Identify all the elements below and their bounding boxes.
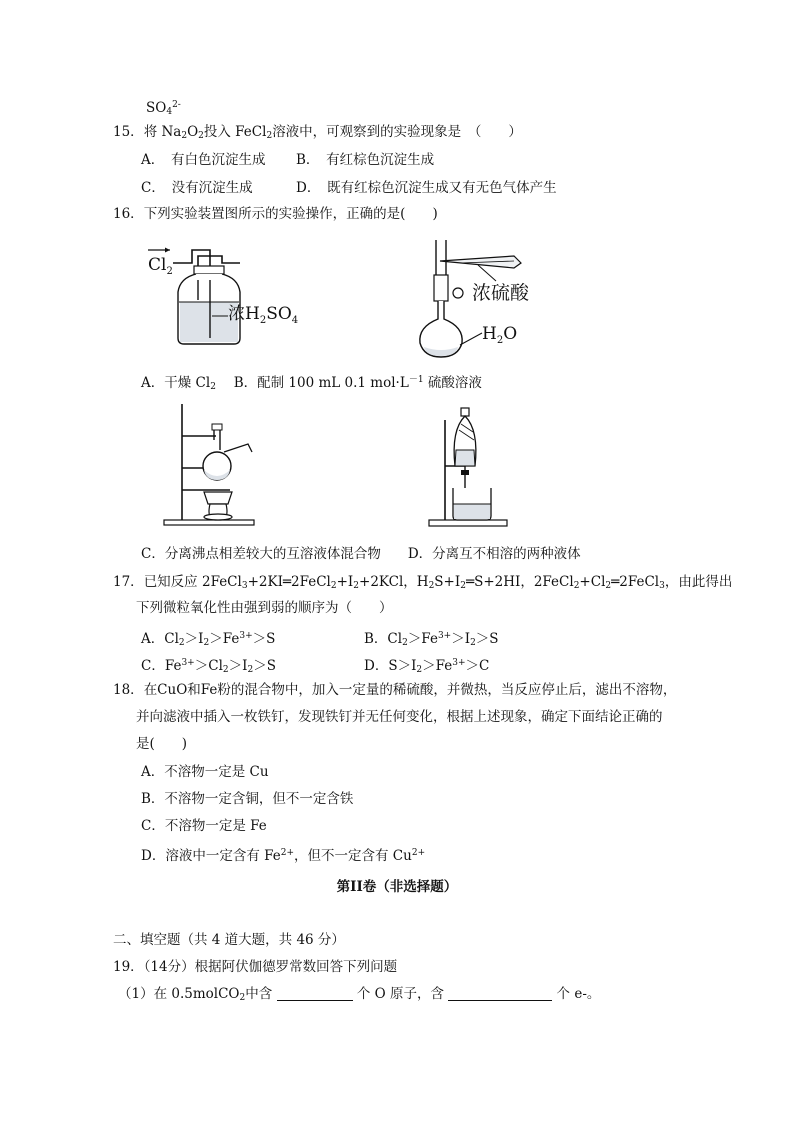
fig-b-water-label: $H_2O$ bbox=[482, 324, 518, 346]
q15-option-d: D． 既有红棕色沉淀生成又有无色气体产生 bbox=[296, 180, 557, 196]
figure-distillation-apparatus bbox=[160, 400, 280, 528]
question-17-stem-line2: 下列微粒氧化性由强到弱的顺序为（ ） bbox=[136, 600, 393, 616]
question-15-stem: 15．将 $Na_2O_2$投入 FeCl$_2$溶液中，可观察到的实验现象是 （ ） bbox=[113, 124, 522, 141]
figure-volumetric-flask bbox=[400, 235, 580, 360]
answer-blank-o-atoms[interactable] bbox=[277, 986, 353, 1001]
figure-gas-washing-bottle bbox=[140, 240, 320, 350]
q17-option-b: B．$Cl_2>Fe^{3+}>I_2>S$ bbox=[364, 631, 499, 648]
q15-option-b: B． 有红棕色沉淀生成 bbox=[296, 152, 435, 168]
figure-separatory-funnel bbox=[425, 400, 535, 528]
answer-blank-electrons[interactable] bbox=[448, 986, 552, 1001]
q16-caption-ab: A．干燥 $Cl_2$ B．配制 100 mL 0.1 $mol\cdot L^{-1}$ 硫酸溶液 bbox=[141, 375, 482, 392]
fig-a-liquid-label: 浓$H_2SO_4$ bbox=[228, 304, 299, 326]
q16-caption-cd: C．分离沸点相差较大的互溶液体混合物 D．分离互不相溶的两种液体 bbox=[141, 546, 581, 562]
q17-option-d: D．$S>I_2>Fe^{3+}>C$ bbox=[364, 658, 490, 675]
q15-option-a: A． 有白色沉淀生成 bbox=[141, 152, 266, 168]
part-two-title: 第II卷（非选择题） bbox=[336, 879, 458, 895]
question-19-sub1: （1）在 0.5molCO$_2$中含 个 O 原子，含 个 e-。 bbox=[118, 986, 601, 1003]
prev-answer-fragment: $SO_4^{2-}$ bbox=[146, 100, 181, 117]
q18-option-a: A．不溶物一定是 Cu bbox=[141, 764, 269, 780]
q18-option-b: B．不溶物一定含铜，但不一定含铁 bbox=[141, 791, 354, 807]
question-18-stem-line2: 并向滤液中插入一枚铁钉，发现铁钉并无任何变化，根据上述现象，确定下面结论正确的 bbox=[136, 709, 663, 725]
question-18-stem-line1: 18．在CuO和Fe粉的混合物中，加入一定量的稀硫酸，并微热，当反应停止后，滤出不溶物， bbox=[113, 682, 677, 698]
question-19-stem: 19．（14分）根据阿伏伽德罗常数回答下列问题 bbox=[113, 959, 398, 975]
question-17-stem-line1: 17．已知反应 $2FeCl_3+2KI═2FeCl_2+I_2+2KCl$，$H_2S+I_2═S+2HI$，$2FeCl_2+Cl_2═2FeCl_3$，由此得出 bbox=[113, 574, 733, 591]
q18-option-c: C．不溶物一定是 Fe bbox=[141, 818, 267, 834]
q18-option-d: D．溶液中一定含有 $Fe^{2+}$，但不一定含有 $Cu^{2+}$ bbox=[141, 848, 426, 864]
q17-option-c: C．$Fe^{3+}>Cl_2>I_2>S$ bbox=[141, 658, 276, 675]
fig-b-acid-label: 浓硫酸 bbox=[472, 282, 530, 304]
fig-a-gas-label: $Cl_2$ bbox=[148, 255, 173, 277]
question-18-stem-line3: 是( ) bbox=[136, 736, 188, 752]
q15-option-c: C． 没有沉淀生成 bbox=[141, 180, 253, 196]
q17-option-a: A．$Cl_2>I_2>Fe^{3+}>S$ bbox=[141, 631, 276, 648]
section-two-heading: 二、填空题（共 4 道大题，共 46 分） bbox=[113, 932, 345, 948]
question-16-stem: 16．下列实验装置图所示的实验操作，正确的是( ) bbox=[113, 206, 438, 222]
